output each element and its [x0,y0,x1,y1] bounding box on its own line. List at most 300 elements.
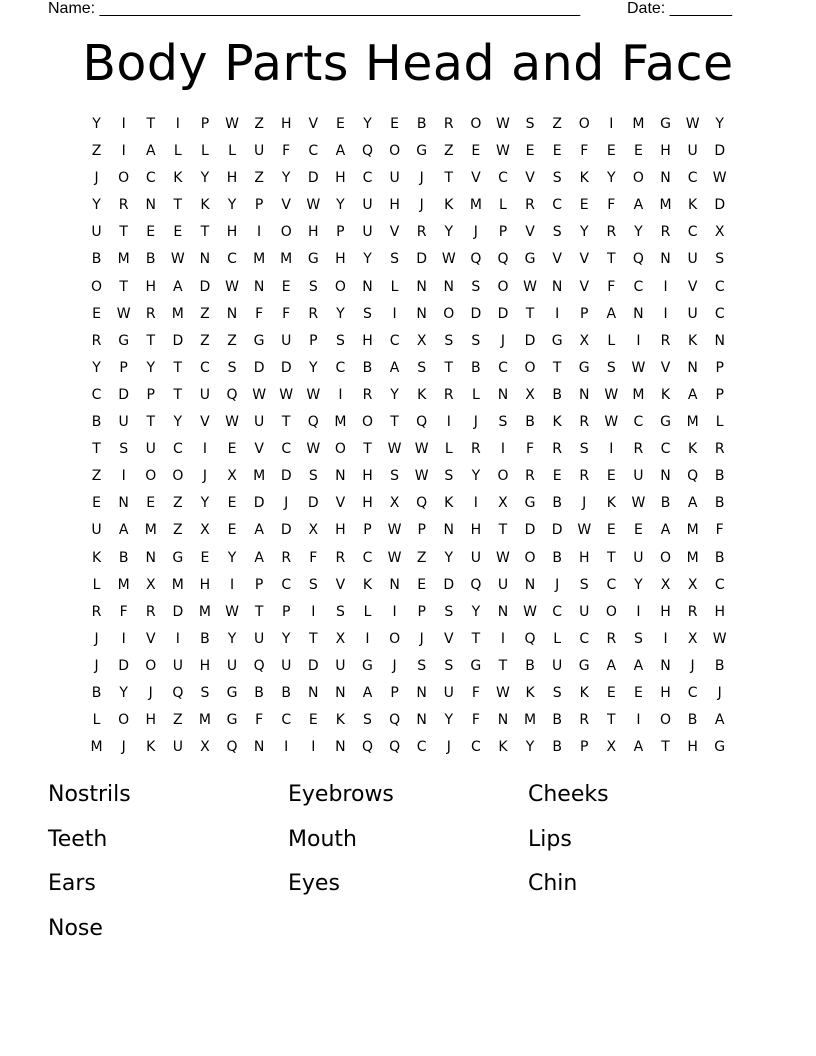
grid-letter: S [308,576,318,593]
grid-letter: W [116,305,131,322]
grid-letter: E [606,143,616,160]
grid-letter: E [146,495,156,512]
grid-letter: Y [336,197,345,214]
word-list-item: Teeth [48,826,108,852]
grid-letter: W [631,359,646,376]
grid-letter: B [281,684,291,701]
grid-letter: D [307,170,319,187]
grid-letter: H [362,468,373,485]
grid-letter: D [118,386,130,403]
grid-letter: X [714,224,725,241]
grid-letter: E [173,224,183,241]
grid-letter: Y [634,224,643,241]
grid-letter: Z [173,522,183,539]
grid-letter: G [416,143,428,160]
grid-letter: J [555,576,560,593]
grid-letter: Q [416,414,428,431]
grid-letter: F [282,143,291,160]
grid-letter: Z [254,116,264,132]
grid-letter: A [606,305,617,322]
grid-letter: I [500,630,506,647]
grid-letter: W [577,522,592,539]
grid-letter: O [389,630,401,647]
grid-letter: U [335,657,346,674]
grid-letter: H [660,684,671,701]
grid-letter: M [686,414,699,431]
grid-letter: B [552,739,562,756]
grid-letter: E [606,684,616,701]
grid-letter: I [311,739,316,756]
grid-letter: J [284,495,289,512]
grid-letter: C [579,630,590,647]
grid-letter: B [91,414,102,431]
grid-letter: P [254,197,264,214]
grid-letter: D [714,197,726,214]
grid-letter: I [636,332,641,349]
grid-letter: M [280,251,293,268]
grid-letter: P [281,603,291,620]
word-list-item: Mouth [288,826,357,852]
grid-letter: M [253,468,266,485]
grid-letter: G [226,712,238,729]
word-list-item: Eyebrows [288,782,394,807]
grid-letter: I [121,143,126,160]
grid-letter: S [390,468,400,485]
grid-letter: S [417,359,427,376]
grid-letter: D [307,495,319,512]
grid-letter: N [687,359,698,376]
grid-letter: R [579,468,590,485]
grid-letter: K [335,712,345,729]
grid-letter: Y [92,197,101,214]
grid-letter: E [281,278,291,295]
grid-letter: O [334,441,346,458]
grid-letter: P [417,603,426,620]
grid-letter: D [280,522,292,539]
grid-letter: N [416,684,427,701]
grid-letter: B [714,657,725,674]
grid-letter: V [525,224,535,241]
grid-letter: Y [579,224,589,241]
grid-letter: D [416,251,428,268]
grid-letter: W [631,495,646,512]
grid-letter: N [199,251,211,268]
grid-letter: A [335,143,346,160]
grid-letter: I [636,603,641,620]
grid-letter: L [228,143,236,160]
word-list-item: Ears [48,871,96,896]
grid-letter: G [578,359,590,376]
grid-letter: M [117,576,130,593]
grid-letter: T [200,224,210,241]
grid-letter: D [524,332,536,349]
grid-letter: A [254,549,264,566]
grid-letter: E [471,143,481,160]
grid-letter: L [553,630,562,647]
grid-letter: O [361,414,373,431]
grid-letter: Q [389,739,401,756]
grid-letter: Z [91,143,102,160]
grid-letter: N [335,739,346,756]
grid-letter: T [390,414,399,431]
grid-letter: H [687,739,698,756]
grid-letter: B [552,549,562,566]
grid-letter: S [471,332,481,349]
grid-letter: N [578,386,590,403]
grid-letter: J [121,739,126,756]
grid-letter: T [119,224,128,241]
grid-letter: C [687,170,698,187]
grid-letter: T [661,739,670,756]
grid-letter: W [685,116,700,132]
grid-letter: Z [200,305,210,322]
grid-letter: Z [91,468,102,485]
grid-letter: P [146,386,155,403]
grid-letter: B [118,549,129,566]
grid-letter: R [118,197,129,214]
grid-letter: D [443,576,455,593]
grid-letter: S [579,441,589,458]
grid-letter: U [91,522,102,539]
grid-letter: T [173,386,183,403]
grid-letter: T [607,549,616,566]
grid-letter: M [253,251,266,268]
grid-letter: Y [92,116,101,132]
grid-letter: U [199,386,211,403]
grid-letter: B [660,495,671,512]
grid-letter: E [227,441,237,458]
grid-letter: X [416,332,427,349]
grid-letter: T [498,522,508,539]
grid-letter: P [200,116,210,132]
grid-letter: U [687,251,698,268]
grid-letter: W [225,603,239,620]
name-field[interactable]: Name: ______________________________________________________ [48,0,581,17]
grid-letter: S [633,630,643,647]
grid-letter: Y [444,549,454,566]
grid-letter: I [500,441,506,458]
grid-letter: L [471,386,480,403]
grid-letter: D [524,522,536,539]
grid-letter: Y [444,224,454,241]
grid-letter: J [94,630,99,647]
grid-letter: K [444,197,454,214]
grid-letter: T [173,197,183,214]
grid-letter: C [335,359,346,376]
grid-letter: J [582,495,587,512]
grid-letter: P [417,522,426,539]
grid-letter: I [175,116,180,132]
grid-letter: D [280,359,292,376]
grid-letter: H [308,224,319,241]
grid-letter: E [606,468,616,485]
grid-letter: S [471,278,481,295]
grid-letter: T [254,603,264,620]
grid-letter: B [714,468,725,485]
grid-letter: A [687,495,698,512]
grid-letter: O [443,305,455,322]
grid-letter: R [443,116,454,132]
grid-letter: I [663,305,668,322]
grid-letter: C [687,684,698,701]
grid-letter: T [444,170,454,187]
grid-letter: C [714,278,725,295]
grid-letter: E [552,143,562,160]
grid-letter: W [712,630,727,647]
grid-letter: F [255,712,264,729]
grid-letter: I [473,495,478,512]
grid-letter: L [92,576,101,593]
grid-letter: I [555,305,560,322]
grid-letter: H [389,197,400,214]
grid-letter: C [281,576,292,593]
grid-letter: C [714,576,725,593]
grid-letter: N [443,522,454,539]
grid-letter: B [416,116,427,132]
grid-letter: N [335,684,346,701]
grid-letter: P [119,359,128,376]
grid-letter: Y [309,359,318,376]
grid-letter: N [253,278,265,295]
grid-letter: H [335,522,346,539]
grid-letter: J [94,657,99,674]
grid-letter: L [92,712,101,729]
grid-letter: C [227,251,237,268]
grid-letter: Y [336,305,345,322]
word-list-item: Cheeks [528,782,609,807]
grid-letter: M [686,549,699,566]
grid-letter: M [334,414,347,431]
grid-letter: Z [173,495,183,512]
grid-letter: A [254,522,264,539]
grid-letter: V [687,278,698,295]
grid-letter: I [609,116,614,132]
grid-letter: E [633,143,643,160]
grid-letter: Y [173,414,183,431]
grid-letter: T [146,116,156,132]
grid-letter: O [280,224,292,241]
grid-letter: V [443,630,454,647]
grid-letter: V [552,251,562,268]
grid-letter: I [175,630,180,647]
grid-letter: Y [363,251,372,268]
grid-letter: Q [470,576,482,593]
grid-letter: A [633,739,644,756]
grid-letter: K [498,739,508,756]
grid-letter: U [389,170,400,187]
grid-letter: E [606,522,616,539]
grid-letter: P [390,684,399,701]
grid-letter: L [201,143,209,160]
grid-letter: Z [254,170,264,187]
grid-letter: F [309,549,318,566]
grid-letter: G [470,657,482,674]
grid-letter: X [606,739,617,756]
grid-letter: I [338,386,343,403]
grid-letter: X [579,332,590,349]
grid-letter: N [660,251,671,268]
grid-letter: H [335,251,346,268]
grid-letter: V [525,170,535,187]
grid-letter: B [471,359,481,376]
grid-letter: N [145,197,156,214]
grid-letter: K [552,414,562,431]
grid-letter: S [498,414,508,431]
grid-letter: R [579,414,590,431]
grid-letter: L [444,441,453,458]
grid-letter: B [687,712,698,729]
grid-letter: R [145,305,156,322]
grid-letter: F [607,197,616,214]
grid-letter: T [146,414,156,431]
grid-letter: F [119,603,128,620]
grid-letter: W [604,414,619,431]
grid-letter: B [552,386,562,403]
grid-letter: O [660,549,672,566]
grid-letter: A [660,522,671,539]
grid-letter: I [202,441,207,458]
grid-letter: M [144,522,157,539]
grid-letter: D [307,657,319,674]
word-list-item: Chin [528,871,578,896]
grid-letter: I [284,739,289,756]
grid-letter: V [471,170,481,187]
grid-letter: U [253,630,265,647]
page-title: Body Parts Head and Face [82,35,734,92]
grid-letter: S [552,224,562,241]
grid-letter: M [198,603,211,620]
grid-letter: N [497,712,509,729]
grid-letter: S [444,657,454,674]
grid-letter: Z [416,549,427,566]
grid-letter: B [525,414,535,431]
grid-letter: Y [92,359,101,376]
grid-letter: J [392,657,397,674]
grid-letter: K [688,332,698,349]
grid-letter: F [282,305,291,322]
grid-letter: D [199,278,211,295]
grid-letter: F [607,278,616,295]
grid-letter: T [119,278,128,295]
grid-letter: T [281,414,291,431]
grid-letter: S [417,657,427,674]
word-list-item: Nose [48,915,103,941]
grid-letter: R [91,603,102,620]
grid-letter: K [579,684,589,701]
grid-letter: D [470,305,482,322]
grid-letter: O [632,170,644,187]
grid-letter: U [172,657,183,674]
grid-letter: C [281,712,292,729]
grid-letter: K [688,441,698,458]
grid-letter: A [362,684,373,701]
grid-letter: K [606,495,616,512]
grid-letter: K [579,170,589,187]
grid-letter: C [416,739,427,756]
grid-letter: R [525,468,535,485]
grid-letter: H [362,495,373,512]
grid-letter: S [444,468,454,485]
grid-letter: Y [200,170,210,187]
grid-letter: R [552,441,562,458]
grid-letter: U [145,441,156,458]
grid-letter: R [335,549,346,566]
grid-letter: W [604,386,619,403]
grid-letter: N [253,739,265,756]
grid-letter: I [446,414,451,431]
grid-letter: P [336,224,345,241]
grid-letter: N [551,278,563,295]
grid-letter: E [390,116,399,132]
grid-letter: B [145,251,156,268]
grid-letter: U [362,224,373,241]
grid-letter: Y [146,359,156,376]
grid-letter: E [579,197,589,214]
grid-letter: U [253,414,265,431]
grid-letter: O [118,712,130,729]
grid-letter: U [687,305,698,322]
grid-letter: C [362,549,373,566]
grid-letter: W [225,116,239,132]
grid-letter: U [633,468,644,485]
grid-letter: D [118,657,130,674]
grid-letter: W [306,197,321,214]
grid-letter: T [498,657,508,674]
grid-letter: O [605,603,617,620]
grid-letter: W [441,251,456,268]
grid-letter: S [335,603,345,620]
grid-letter: J [202,468,207,485]
grid-letter: X [498,495,508,512]
grid-letter: A [145,143,156,160]
grid-letter: W [225,414,239,431]
grid-letter: N [118,495,129,512]
grid-letter: T [471,630,481,647]
grid-letter: T [525,305,535,322]
grid-letter: G [172,549,184,566]
grid-letter: S [335,332,345,349]
grid-letter: D [551,522,563,539]
grid-letter: N [416,712,427,729]
grid-letter: S [715,251,725,268]
grid-letter: Q [172,684,184,701]
grid-letter: R [91,332,102,349]
word-list [48,778,768,956]
grid-letter: E [200,549,210,566]
grid-letter: O [118,170,130,187]
grid-letter: E [227,522,237,539]
grid-letter: L [499,197,507,214]
grid-letter: V [335,495,346,512]
grid-letter: H [226,224,238,241]
grid-letter: G [578,657,590,674]
grid-letter: H [714,603,725,620]
grid-letter: Q [524,630,536,647]
grid-letter: S [579,576,589,593]
grid-letter: N [524,576,536,593]
grid-letter: R [145,603,156,620]
grid-letter: E [227,495,237,512]
grid-letter: S [308,468,318,485]
grid-letter: I [392,305,397,322]
grid-letter: W [496,549,510,566]
grid-letter: A [118,522,129,539]
grid-letter: A [606,657,617,674]
date-field[interactable]: Date: _______ [627,0,732,17]
grid-letter: M [171,576,184,593]
grid-letter: J [419,197,424,214]
grid-letter: V [254,441,264,458]
